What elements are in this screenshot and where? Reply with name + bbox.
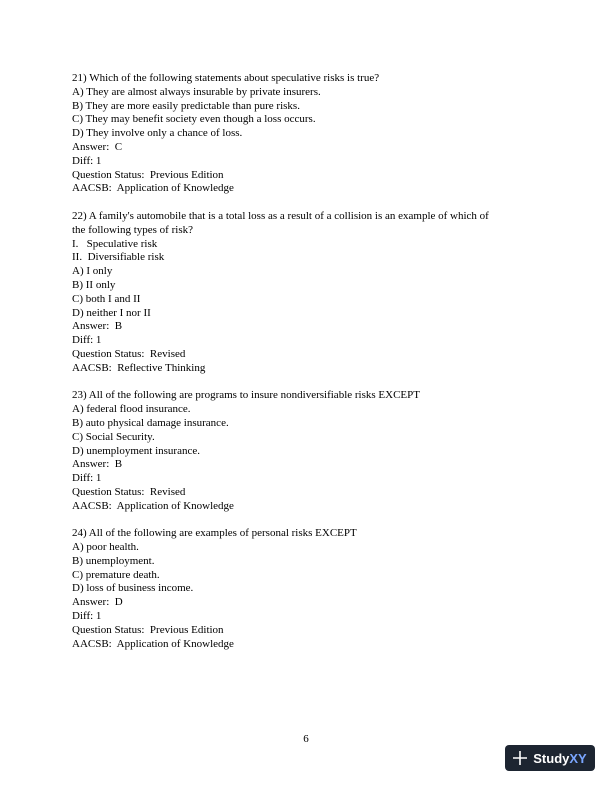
question-status: Question Status: Revised (72, 485, 186, 498)
answer: Answer: D (72, 596, 123, 609)
question-status: Question Status: Revised (72, 347, 186, 360)
studyxy-badge[interactable] (505, 745, 595, 771)
question-23 (72, 389, 542, 513)
option-c: C) Social Security. (72, 430, 155, 443)
aacsb: AACSB: Reflective Thinking (72, 361, 206, 374)
option-b: B) II only (72, 278, 116, 291)
question-status: Question Status: Previous Edition (72, 623, 224, 636)
answer: Answer: B (72, 458, 123, 471)
answer: Answer: C (72, 140, 123, 153)
option-c: C) They may benefit society even though a loss occurs. (72, 113, 316, 126)
aacsb: AACSB: Application of Knowledge (72, 182, 234, 195)
option-c: C) both I and II (72, 292, 141, 305)
question-stem: 22) A family's automobile that is a total loss as a result of a collision is an example of which of (72, 209, 489, 222)
question-list (72, 72, 542, 665)
question-21 (72, 72, 542, 196)
question-stem-continued: the following types of risk? (72, 223, 193, 236)
question-status: Question Status: Previous Edition (72, 168, 224, 181)
difficulty: Diff: 1 (72, 472, 102, 485)
question-stem: 23) All of the following are programs to insure nondiversifiable risks EXCEPT (72, 389, 420, 402)
option-a: A) federal flood insurance. (72, 403, 191, 416)
plus-sparkle-icon (513, 751, 527, 765)
difficulty: Diff: 1 (72, 154, 102, 167)
option-c: C) premature death. (72, 568, 160, 581)
option-b: B) They are more easily predictable than pure risks. (72, 99, 300, 112)
option-b: B) unemployment. (72, 554, 155, 567)
question-stem: 21) Which of the following statements about speculative risks is true? (72, 72, 380, 84)
question-stem: 24) All of the following are examples of personal risks EXCEPT (72, 527, 357, 540)
page-number: 6 (303, 733, 309, 745)
difficulty: Diff: 1 (72, 334, 102, 347)
aacsb: AACSB: Application of Knowledge (72, 499, 234, 512)
option-d: D) loss of business income. (72, 582, 194, 595)
answer: Answer: B (72, 320, 123, 333)
badge-xy-text: XY (569, 750, 587, 766)
option-a: A) They are almost always insurable by private insurers. (72, 85, 321, 98)
question-22 (72, 210, 542, 376)
option-b: B) auto physical damage insurance. (72, 416, 229, 429)
question-24 (72, 527, 542, 651)
option-d: D) unemployment insurance. (72, 444, 200, 457)
option-a: A) I only (72, 265, 113, 278)
aacsb: AACSB: Application of Knowledge (72, 637, 234, 650)
statement-i: I. Speculative risk (72, 237, 158, 250)
statement-ii: II. Diversifiable risk (72, 251, 165, 264)
option-a: A) poor health. (72, 541, 139, 554)
difficulty: Diff: 1 (72, 610, 102, 623)
badge-study-text: Study (533, 750, 570, 766)
option-d: D) They involve only a chance of loss. (72, 127, 243, 140)
option-d: D) neither I nor II (72, 306, 151, 319)
